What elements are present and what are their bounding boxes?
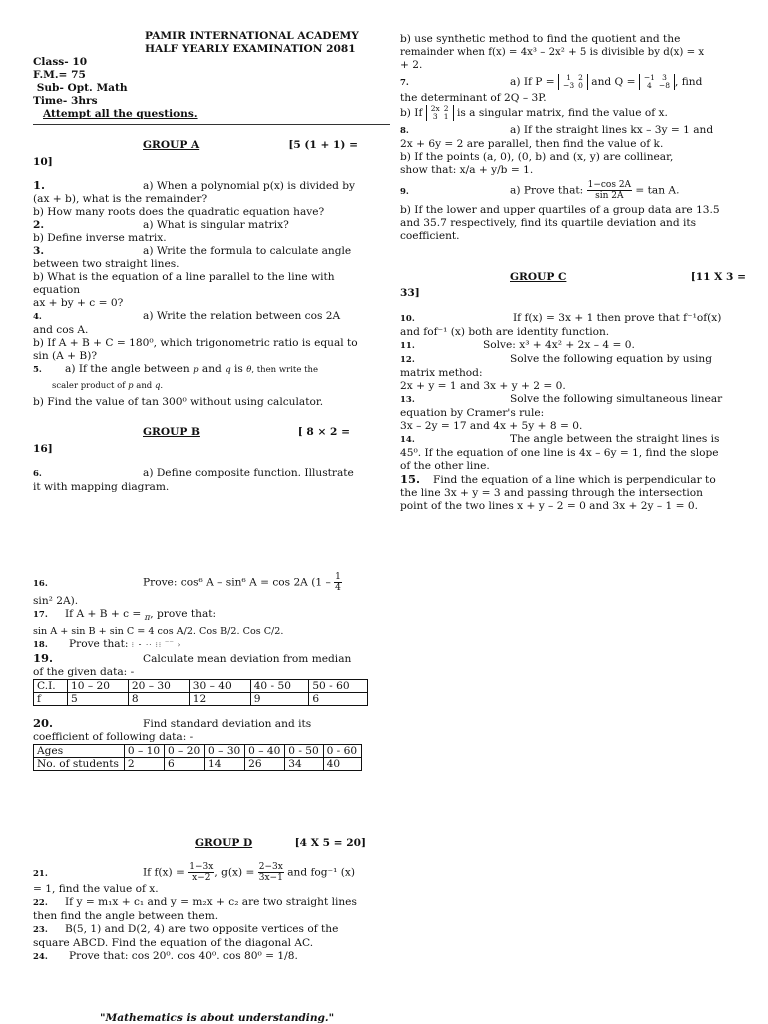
matrix-p xyxy=(558,74,588,90)
q2a-text: a) What is singular matrix? xyxy=(143,219,289,231)
q20-table-cell: No. of students xyxy=(34,758,125,771)
q9-frac-num: 1−cos 2A xyxy=(587,180,632,190)
matrix-s-entry: 2 xyxy=(443,104,449,113)
q19-table-cell: 12 xyxy=(189,693,250,706)
q19-table-cell: 5 xyxy=(67,693,128,706)
matrix-s-entry: 3 xyxy=(432,112,438,121)
q3-number: 3. xyxy=(33,245,45,257)
group-d-heading xyxy=(33,837,390,850)
q18-text: Prove that: xyxy=(69,638,129,651)
q23-cont: square ABCD. Find the equation of the diagonal AC. xyxy=(33,937,314,950)
q19-table-cell: 40 - 50 xyxy=(250,680,309,693)
question-22 xyxy=(33,896,390,923)
q7a-text: a) If P = xyxy=(510,76,555,88)
matrix-s-entry: 1 xyxy=(443,112,449,121)
question-20 xyxy=(33,717,390,771)
group-a-heading xyxy=(33,139,390,152)
group-c-heading xyxy=(400,271,746,284)
q20-table-cell: 6 xyxy=(164,758,204,771)
question-14 xyxy=(400,433,738,473)
q6b-cont1: remainder when f(x) = 4x³ – 2x² + 5 is divisible by d(x) = x xyxy=(400,47,705,58)
q21-number: 21. xyxy=(33,868,48,879)
matrix-q-entry: −8 xyxy=(658,81,670,90)
full-marks: F.M.= 75 xyxy=(33,69,86,81)
q20-table-cell: 40 xyxy=(323,758,361,771)
q22-text: If y = m₁x + c₁ and y = m₂x + c₂ are two straight lines xyxy=(65,896,357,909)
matrix-p-column xyxy=(563,74,574,90)
q24-number: 24. xyxy=(33,952,48,963)
q7b-text: b) If xyxy=(400,107,423,119)
matrix-q-entry: 4 xyxy=(647,81,652,90)
question-8 xyxy=(400,124,738,177)
q4-number: 4. xyxy=(33,312,42,322)
q5b-text: b) Find the value of tan 300⁰ without using calculator. xyxy=(33,396,324,408)
q19-cont: of the given data: - xyxy=(33,666,135,679)
time-label: Time- 3hrs xyxy=(33,95,98,107)
q20-table-row xyxy=(34,745,362,758)
matrix-q-column xyxy=(659,74,670,90)
q17-text2: , prove that: xyxy=(150,608,217,620)
q10-cont: and fof⁻¹ (x) both are identity function. xyxy=(400,326,610,338)
q5-theta: θ xyxy=(246,365,252,375)
q15-number: 15. xyxy=(400,472,421,486)
class-label: Class- 10 xyxy=(33,56,88,68)
q5-vector-q: q xyxy=(225,365,231,375)
q5a-text2: , then write the xyxy=(251,365,318,375)
q9-fraction xyxy=(587,180,632,201)
q5-is: is xyxy=(234,363,243,375)
matrix-q-column xyxy=(644,74,655,90)
q20-table-cell: 0 – 30 xyxy=(205,745,245,758)
header-divider xyxy=(33,124,390,125)
matrix-p-entry: −3 xyxy=(563,81,575,90)
q20-table xyxy=(33,744,362,771)
q19-table-cell: 30 – 40 xyxy=(189,680,250,693)
q21-g-den: 3x−1 xyxy=(258,873,283,884)
q8a-cont: 2x + 6y = 2 are parallel, then find the value of k. xyxy=(400,138,664,150)
q20-table-cell: 0 – 40 xyxy=(245,745,285,758)
q21-f-den: x−2 xyxy=(192,873,211,884)
q17-cont: sin A + sin B + sin C = 4 cos A/2. Cos B/2. Cos C/2. xyxy=(33,626,284,638)
q24-text: Prove that: cos 20⁰. cos 40⁰. cos 80⁰ = 1/8. xyxy=(69,950,298,963)
q6a-cont: it with mapping diagram. xyxy=(33,481,170,493)
q10-text: If f(x) = 3x + 1 then prove that f⁻¹of(x) xyxy=(513,312,722,324)
question-3 xyxy=(33,245,390,310)
question-4 xyxy=(33,310,390,363)
q7a-cont: the determinant of 2Q – 3P. xyxy=(400,92,547,104)
q20-table-cell: 0 – 10 xyxy=(124,745,164,758)
q23-number: 23. xyxy=(33,925,48,936)
q1b-text: b) How many roots does the quadratic equation have? xyxy=(33,206,325,218)
q18-illegible-expression: ⁝ ⁃ ·· ⁝⁝ ‾‾ › xyxy=(131,641,182,650)
q7a-and: and Q = xyxy=(591,76,636,88)
question-24 xyxy=(33,950,390,964)
q5a-cont1: scaler product of xyxy=(52,381,126,391)
matrix-singular xyxy=(426,105,454,121)
q20-table-cell: Ages xyxy=(34,745,125,758)
q14-text: The angle between the straight lines is xyxy=(510,433,720,445)
q7a-text2: , find xyxy=(674,76,703,88)
q20-text: Find standard deviation and its xyxy=(143,718,312,731)
q5-vector-p: p xyxy=(193,365,199,375)
q19-table-cell: 8 xyxy=(128,693,189,706)
q19-text: Calculate mean deviation from median xyxy=(143,653,352,666)
question-7 xyxy=(400,74,738,121)
q13-cont1: equation by Cramer's rule: xyxy=(400,407,545,419)
q20-number: 20. xyxy=(33,716,54,731)
q19-table-cell: 50 - 60 xyxy=(309,680,368,693)
q16-frac-den: 4 xyxy=(335,583,341,593)
q18-number: 18. xyxy=(33,640,48,651)
right-column xyxy=(400,33,746,513)
q20-table-cell: 0 - 60 xyxy=(323,745,361,758)
group-c-marks-cont: 33] xyxy=(400,287,420,299)
q20-table-cell: 26 xyxy=(245,758,285,771)
q17-text: If A + B + c = xyxy=(65,608,142,620)
q9b-cont1: and 35.7 respectively, find its quartile deviation and its xyxy=(400,217,697,229)
q5-number: 5. xyxy=(33,365,42,375)
q4b-text: b) If A + B + C = 180⁰, which trigonometric ratio is equal to xyxy=(33,337,358,349)
q5-vector-q-2: q xyxy=(154,381,161,391)
q3b-cont1: equation xyxy=(33,284,81,296)
group-b-marks: [ 8 × 2 = xyxy=(297,426,350,438)
q1a-cont: (ax + b), what is the remainder? xyxy=(33,193,208,205)
q19-table-cell: 9 xyxy=(250,693,309,706)
group-b-marks-cont: 16] xyxy=(33,443,53,455)
q1a-text: a) When a polynomial p(x) is divided by xyxy=(143,180,355,192)
q4a-text: a) Write the relation between cos 2A xyxy=(143,310,341,322)
matrix-s-column xyxy=(444,105,449,121)
instruction: Attempt all the questions. xyxy=(43,108,198,120)
q8-number: 8. xyxy=(400,126,409,136)
q2-number: 2. xyxy=(33,219,45,231)
q14-cont2: of the other line. xyxy=(400,460,490,472)
q13-text: Solve the following simultaneous linear xyxy=(510,393,723,405)
q16-number: 16. xyxy=(33,578,48,589)
q5-and: and xyxy=(201,363,222,375)
matrix-p-entry: 2 xyxy=(578,73,583,82)
matrix-p-entry: 1 xyxy=(566,73,571,82)
school-name: PAMIR INTERNATIONAL ACADEMY xyxy=(145,30,359,42)
question-1 xyxy=(33,179,390,219)
group-c-title: GROUP C xyxy=(510,271,567,283)
q5a-cont2: and xyxy=(136,381,153,391)
q7-number: 7. xyxy=(400,78,409,88)
q20-table-cell: 0 - 50 xyxy=(285,745,323,758)
q9b-text: b) If the lower and upper quartiles of a group data are 13.5 xyxy=(400,204,720,216)
matrix-p-entry: 0 xyxy=(578,81,583,90)
question-17 xyxy=(33,608,390,638)
q6-number: 6. xyxy=(33,469,42,479)
q13-cont2: 3x – 2y = 17 and 4x + 5y + 8 = 0. xyxy=(400,420,583,432)
q16-fraction xyxy=(334,572,342,593)
q22-cont: then find the angle between them. xyxy=(33,910,219,923)
group-b-heading xyxy=(33,426,390,439)
q6b-text: b) use synthetic method to find the quotient and the xyxy=(400,33,681,45)
q16-cont: sin² 2A). xyxy=(33,595,79,607)
question-9 xyxy=(400,180,738,243)
q8b-text: b) If the points (a, 0), (0, b) and (x, y) are collinear, xyxy=(400,151,674,163)
question-12 xyxy=(400,353,738,393)
q20-cont: coefficient of following data: - xyxy=(33,731,194,744)
question-6 xyxy=(33,467,390,494)
q9a-text2: = tan A. xyxy=(635,184,680,197)
exam-title: HALF YEARLY EXAMINATION 2081 xyxy=(145,43,356,55)
q5-vector-p-2: p xyxy=(128,381,134,391)
left-column xyxy=(33,30,390,964)
q15-text: Find the equation of a line which is perpendicular to xyxy=(433,474,716,486)
q21-fraction-g xyxy=(258,862,284,883)
q21-g-num: 2−3x xyxy=(258,862,283,873)
q13-number: 13. xyxy=(400,395,415,405)
q16-text: Prove: cos⁶ A – sin⁶ A = cos 2A (1 – xyxy=(143,576,331,589)
q12-text: Solve the following equation by using xyxy=(510,353,713,365)
q12-cont2: 2x + y = 1 and 3x + y + 2 = 0. xyxy=(400,380,566,392)
q14-cont1: 45⁰. If the equation of one line is 4x – 6y = 1, find the slope xyxy=(400,447,719,459)
question-10 xyxy=(400,312,738,339)
question-18 xyxy=(33,638,390,652)
q15-cont1: the line 3x + y = 3 and passing through the intersection xyxy=(400,487,703,499)
group-a-marks-cont: 10] xyxy=(33,156,53,168)
q17-pi: π xyxy=(144,613,151,624)
q5a-text: a) If the angle between xyxy=(65,363,190,375)
q6a-text: a) Define composite function. Illustrate xyxy=(143,467,354,479)
q20-table-cell: 2 xyxy=(124,758,164,771)
q3b-cont2: ax + by + c = 0? xyxy=(33,297,124,309)
matrix-q-entry: −1 xyxy=(643,73,655,82)
q19-number: 19. xyxy=(33,651,54,666)
q20-table-row xyxy=(34,758,362,771)
q2b-text: b) Define inverse matrix. xyxy=(33,232,167,244)
group-a-marks: [5 (1 + 1) = xyxy=(288,139,358,151)
question-13 xyxy=(400,393,738,433)
q21-text2: , g(x) = xyxy=(214,866,255,879)
q4b-cont: sin (A + B)? xyxy=(33,350,98,362)
q19-table-cell: 6 xyxy=(309,693,368,706)
question-2 xyxy=(33,219,390,245)
q11-number: 11. xyxy=(400,341,415,351)
q16-frac-num: 1 xyxy=(335,572,341,582)
q4a-cont: and cos A. xyxy=(33,324,89,336)
question-16 xyxy=(33,572,390,608)
q20-table-cell: 14 xyxy=(205,758,245,771)
group-c-marks: [11 X 3 = xyxy=(690,271,746,283)
q20-table-cell: 34 xyxy=(285,758,323,771)
q12-cont1: matrix method: xyxy=(400,367,483,379)
q19-table-row xyxy=(34,693,368,706)
matrix-s-entry: 2x xyxy=(430,104,440,113)
q8a-text: a) If the straight lines kx – 3y = 1 and xyxy=(510,124,714,136)
q11-text: Solve: x³ + 4x² + 2x – 4 = 0. xyxy=(483,339,635,351)
group-b-title: GROUP B xyxy=(143,426,200,438)
question-11 xyxy=(400,339,738,353)
question-15 xyxy=(400,473,738,513)
group-a-title: GROUP A xyxy=(143,139,200,151)
q19-table-cell: f xyxy=(34,693,68,706)
q22-number: 22. xyxy=(33,898,48,909)
question-5: 5. a) If the angle between p and q is θ, then write the scaler product of p and q. b) Find the value of tan 300⁰ without using calculator. xyxy=(33,363,390,409)
q3a-text: a) Write the formula to calculate angle xyxy=(143,245,352,257)
q21-fraction-f xyxy=(188,862,214,883)
question-21 xyxy=(33,862,390,896)
question-23 xyxy=(33,923,390,950)
q10-number: 10. xyxy=(400,314,415,324)
q21-f-num: 1−3x xyxy=(189,862,214,873)
matrix-q xyxy=(639,74,675,90)
q17-number: 17. xyxy=(33,610,48,620)
q9b-cont2: coefficient. xyxy=(400,230,460,242)
q6b-cont2: + 2. xyxy=(400,59,423,71)
matrix-s-column xyxy=(431,105,440,121)
q7b-text2: is a singular matrix, find the value of x. xyxy=(456,107,668,119)
q19-table-cell: C.I. xyxy=(34,680,68,693)
q3a-cont: between two straight lines. xyxy=(33,258,180,270)
q19-table-cell: 10 – 20 xyxy=(67,680,128,693)
q1-number: 1. xyxy=(33,178,46,192)
q19-table-cell: 20 – 30 xyxy=(128,680,189,693)
q21-text3: and fog⁻¹ (x) xyxy=(287,866,356,879)
group-d-marks: [4 X 5 = 20] xyxy=(294,837,366,850)
q19-table-row xyxy=(34,680,368,693)
q14-number: 14. xyxy=(400,435,415,445)
q21-text: If f(x) = xyxy=(143,866,185,879)
q9a-text: a) Prove that: xyxy=(510,184,584,197)
matrix-q-entry: 3 xyxy=(662,73,667,82)
group-d-title: GROUP D xyxy=(195,837,253,850)
q12-number: 12. xyxy=(400,355,415,365)
q8b-cont: show that: x/a + y/b = 1. xyxy=(400,164,534,176)
q23-text: B(5, 1) and D(2, 4) are two opposite vertices of the xyxy=(65,923,339,936)
q9-frac-den: sin 2A xyxy=(595,191,624,201)
subject-label: Sub- Opt. Math xyxy=(33,82,128,94)
q9-number: 9. xyxy=(400,186,409,197)
footer-quote: "Mathematics is about understanding." xyxy=(100,1012,335,1024)
q20-table-cell: 0 – 20 xyxy=(164,745,204,758)
q21-cont: = 1, find the value of x. xyxy=(33,883,159,896)
q19-table xyxy=(33,679,368,706)
q3b-text: b) What is the equation of a line parallel to the line with xyxy=(33,271,335,283)
matrix-p-column xyxy=(578,74,583,90)
q15-cont2: point of the two lines x + y – 2 = 0 and 3x + 2y – 1 = 0. xyxy=(400,500,699,512)
question-19 xyxy=(33,652,390,706)
